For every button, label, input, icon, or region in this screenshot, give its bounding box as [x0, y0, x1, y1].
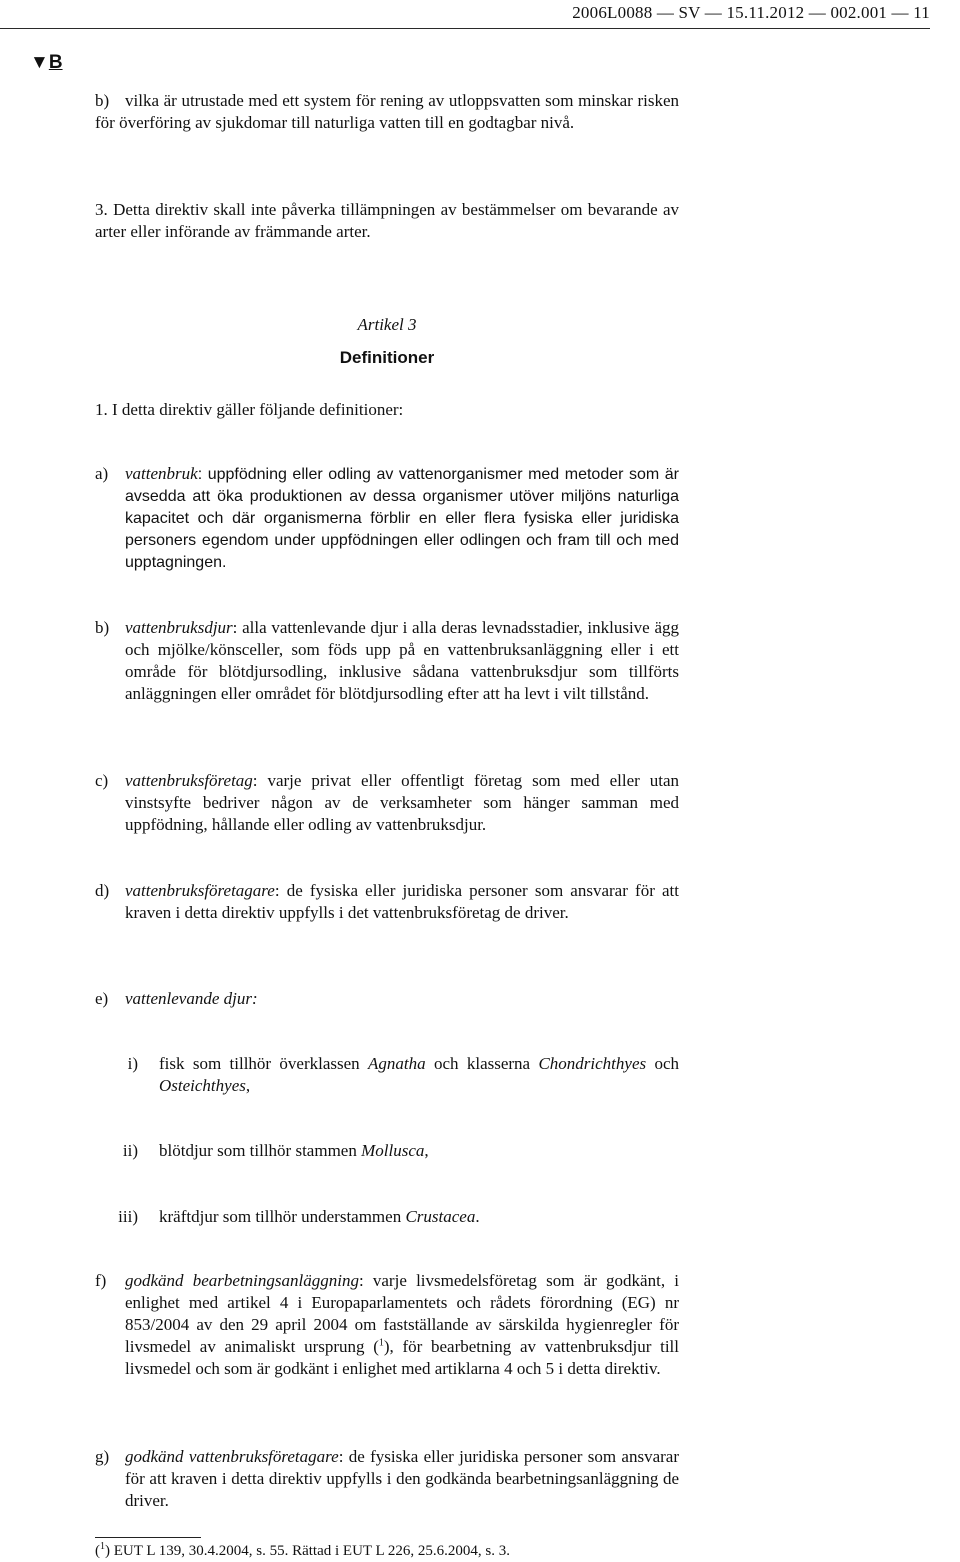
sub-item-text: kräftdjur som tillhör understammen Crustacea. [159, 1207, 480, 1226]
item-text: godkänd vattenbruksföretagare: de fysiska eller juridiska personer som ansvarar för att kraven i detta direktiv uppfylls i den godkända bearbetningsanläggning de driver. [125, 1447, 679, 1510]
definition-item-b [95, 617, 679, 727]
sub-item-iii [95, 1206, 679, 1228]
item-text [125, 988, 679, 1010]
definition-item-d [95, 880, 679, 946]
sub-item-text: blötdjur som tillhör stammen Mollusca, [159, 1141, 429, 1160]
amendment-marker[interactable] [30, 52, 63, 74]
item-label: c) [95, 771, 109, 790]
sub-item-ii [95, 1140, 679, 1162]
item-text: godkänd bearbetningsanläggning: varje livsmedelsföretag som är godkänt, i enlighet med artikel 4 i Europaparlamentets och rådets förordning (EG) nr 853/2004 av den 29 april 2004 om fastställande av särskilda hygienregler för livsmedel av animaliskt ursprung ($^1$), för bearbetning av vattenbruksdjur till livsmedel och som är godkänt i enlighet med artiklarna 4 och 5 i detta direktiv. [125, 1271, 679, 1378]
footnote-separator [95, 1537, 201, 1538]
header-lang: SV [678, 3, 701, 22]
item-label: d) [95, 881, 110, 900]
header-doc-id: 2006L0088 [572, 3, 653, 22]
paragraph-3: 3. Detta direktiv skall inte påverka tillämpningen av bestämmelser om bevarande av arter eller införande av främmande arter. [95, 200, 679, 241]
list-item-label: b) [95, 91, 110, 110]
definition-item-a [95, 463, 679, 573]
footnote: ($^1$) EUT L 139, 30.4.2004, s. 55. Rättad i EUT L 226, 25.6.2004, s. 3. [95, 1541, 510, 1559]
paragraph-1: 1. I detta direktiv gäller följande definitioner: [95, 400, 404, 419]
term: vattenlevande djur: [125, 989, 258, 1008]
footnote-reference-link[interactable]: 1 [378, 1337, 384, 1349]
list-item-text: vilka är utrustade med ett system för rening av utloppsvatten som minskar risken för överföring av sjukdomar till naturliga vatten till en godtagbar nivå. [95, 91, 679, 132]
term: godkänd vattenbruksföretagare [125, 1447, 339, 1466]
sub-item-label: iii) [118, 1207, 138, 1226]
sub-item-label: ii) [122, 1141, 138, 1160]
article-title: Definitioner [339, 348, 435, 367]
term: vattenbruk [125, 464, 198, 483]
item-label: g) [95, 1447, 110, 1466]
definition-item-f [95, 1270, 679, 1402]
term: godkänd bearbetningsanläggning [125, 1271, 359, 1290]
item-label: e) [95, 989, 109, 1008]
header-version: 002.001 [830, 3, 888, 22]
article-number: Artikel 3 [357, 315, 417, 334]
footnote-number: 1 [100, 1541, 105, 1552]
sub-item-i [95, 1053, 679, 1097]
definition-item-g [95, 1446, 679, 1512]
item-text: vattenbruksföretagare: de fysiska eller juridiska personer som ansvarar för att kraven i detta direktiv uppfylls i det vattenbruksföretag de driver. [125, 881, 679, 922]
footnote-text: EUT L 139, 30.4.2004, s. 55. Rättad i EUT L 226, 25.6.2004, s. 3. [110, 1543, 510, 1559]
marker-letter-link[interactable]: B [48, 52, 63, 73]
item-label: b) [95, 618, 110, 637]
header-page-number: 11 [913, 3, 930, 22]
sub-item-text: fisk som tillhör överklassen Agnatha och klasserna Chondrichthyes och Osteichthyes, [159, 1054, 679, 1095]
triangle-down-icon: ▼ [30, 52, 49, 73]
term: vattenbruksföretag [125, 771, 253, 790]
item-label: a) [95, 464, 109, 483]
sub-item-label: i) [127, 1054, 138, 1073]
term: vattenbruksföretagare [125, 881, 275, 900]
item-text: vattenbruksdjur: alla vattenlevande djur i alla deras levnadsstadier, inklusive ägg och mjölke/könsceller, som föds upp på en vattenbruksanläggning eller i ett område för blötdjursodling, inklusive sådana vattenbruksdjur som tillförts anläggningen eller området för blötdjursodling efter att ha levt i vilt tillstånd. [125, 618, 679, 703]
item-label: f) [95, 1271, 107, 1290]
header-reference: 2006L0088 — SV — 15.11.2012 — 002.001 — 11 [572, 3, 930, 22]
definition-item-e [95, 988, 679, 1010]
item-text: vattenbruk: uppfödning eller odling av vattenorganismer med metoder som är avsedda att öka produktionen av dessa organismer utöver miljöns naturliga kapacitet och där organismerna förblir en eller flera fysiska eller juridiska personers egendom under uppfödningen eller odlingen och fram till och med upptagningen. [125, 464, 679, 571]
term: vattenbruksdjur [125, 618, 233, 637]
definition-item-c [95, 770, 679, 836]
list-item-prev-b [95, 90, 679, 134]
header-date: 15.11.2012 [726, 3, 805, 22]
page-header [0, 0, 930, 29]
item-text: vattenbruksföretag: varje privat eller offentligt företag som med eller utan vinstsyfte bedriver någon av de verksamheter som hänger samman med uppfödning, hållande eller odling av vattenbruksdjur. [125, 771, 679, 834]
